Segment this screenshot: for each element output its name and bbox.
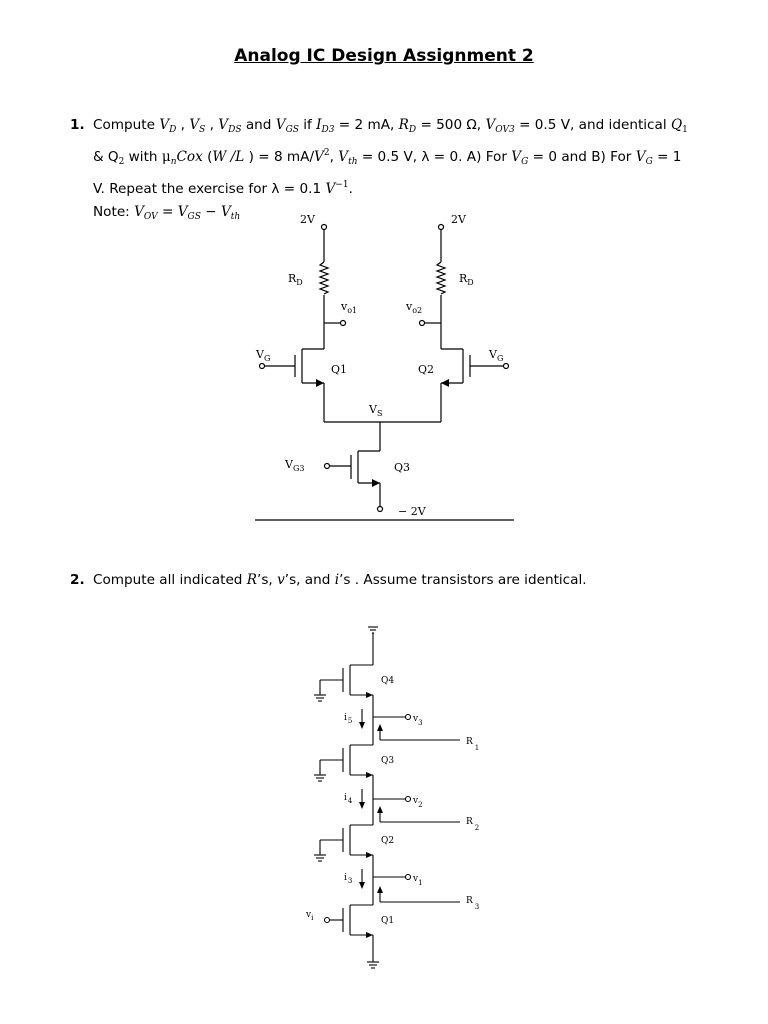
math-sub: GS <box>187 212 201 222</box>
math: v <box>277 572 285 588</box>
input-label <box>305 910 314 922</box>
math: R <box>246 572 258 588</box>
text: ’s, and <box>284 572 335 588</box>
symbol: v <box>413 714 419 724</box>
math: μ <box>161 149 171 165</box>
math: = <box>157 204 178 220</box>
symbol-sub: 1 <box>474 744 480 752</box>
math-sub: th <box>348 157 358 167</box>
text: = 2 mA, <box>334 117 399 133</box>
text: & Q <box>93 149 119 165</box>
symbol-sub: 2 <box>418 801 423 809</box>
text: and <box>241 117 276 133</box>
math: V <box>159 117 170 133</box>
math: V <box>275 117 286 133</box>
symbol: V <box>256 348 264 361</box>
symbol-sub: o2 <box>412 306 423 315</box>
circuit2-labels <box>305 676 479 926</box>
math: V <box>314 149 324 165</box>
text: ) = 8 mA/ <box>244 149 315 165</box>
math-sub: OV <box>143 212 158 222</box>
supply-label: 2V <box>300 213 315 226</box>
transistor-label: Q1 <box>331 363 348 376</box>
node-label <box>412 714 423 727</box>
math: R <box>398 117 409 133</box>
symbol-sub: 3 <box>418 719 423 727</box>
supply-label: − 2V <box>398 505 426 518</box>
current-label <box>344 793 353 805</box>
symbol: i <box>344 713 347 723</box>
text: = 500 Ω, <box>416 117 486 133</box>
text: Compute all indicated <box>93 572 247 588</box>
text: = 0.5 V, λ = 0. A) For <box>357 149 512 165</box>
transistor-label: Q3 <box>381 756 395 766</box>
text: , <box>176 117 190 133</box>
math: V <box>485 117 496 133</box>
math: V <box>218 117 229 133</box>
node-label <box>412 874 423 887</box>
symbol-sub: o1 <box>347 306 358 315</box>
symbol-sub: G3 <box>292 464 305 473</box>
math: V <box>325 181 336 197</box>
symbol: v <box>341 300 348 313</box>
math-sub: D <box>169 125 177 135</box>
text: , <box>329 149 339 165</box>
node-label <box>412 796 423 809</box>
math-sub: S <box>199 125 206 135</box>
transistor-label: Q2 <box>418 363 435 376</box>
math-sub: DS <box>228 125 242 135</box>
symbol: R <box>466 896 473 906</box>
symbol: v <box>413 796 419 806</box>
transistor-label: Q2 <box>381 836 395 846</box>
text: ’s . Assume transistors are identical. <box>339 572 587 588</box>
question-number: 2. <box>70 572 85 588</box>
math-sub: G <box>521 157 529 167</box>
math: V <box>220 204 231 220</box>
supply-label: 2V <box>451 213 466 226</box>
math: Cox <box>176 149 203 165</box>
transistor-label: Q3 <box>394 461 411 474</box>
symbol: R <box>466 817 473 827</box>
math: Q <box>670 117 683 133</box>
symbol: v <box>413 874 419 884</box>
math: V <box>177 204 188 220</box>
math-sub: OV3 <box>495 125 515 135</box>
text: with <box>124 149 162 165</box>
math-sub: GS <box>285 125 299 135</box>
text: Compute <box>93 117 160 133</box>
transistor-label: Q4 <box>381 676 395 686</box>
text: Note: <box>93 204 135 220</box>
symbol: v <box>406 300 413 313</box>
page-title: Analog IC Design Assignment 2 <box>234 46 534 66</box>
text: , <box>205 117 219 133</box>
math-sup: −1 <box>335 180 349 190</box>
math: − <box>200 204 221 220</box>
text: = 1 <box>652 149 682 165</box>
math: V <box>134 204 144 220</box>
math: V <box>511 149 522 165</box>
resistance-label <box>466 896 479 911</box>
math-sub: th <box>230 212 241 222</box>
symbol-sub: 4 <box>347 797 353 805</box>
resistance-label <box>466 737 479 752</box>
symbol: V <box>369 403 377 416</box>
symbol: V <box>489 348 497 361</box>
math-sub: D <box>408 125 417 135</box>
math-sub: 1 <box>682 125 688 135</box>
symbol: R <box>288 272 297 285</box>
math: W /L <box>212 149 245 165</box>
symbol: R <box>466 737 473 747</box>
transistor-label: Q1 <box>381 916 395 926</box>
math: V <box>635 149 646 165</box>
symbol-sub: 1 <box>418 879 423 887</box>
math: I <box>316 117 322 133</box>
math-sub: D3 <box>321 125 335 135</box>
text: if <box>298 117 317 133</box>
math: i <box>334 572 340 588</box>
symbol: R <box>459 272 468 285</box>
math-sub: G <box>645 157 653 167</box>
symbol-sub: 3 <box>474 903 480 911</box>
math: V <box>338 149 349 165</box>
math: V <box>189 117 200 133</box>
text: . <box>348 181 353 197</box>
symbol: V <box>285 458 293 471</box>
symbol-sub: G <box>263 354 271 363</box>
symbol: i <box>344 793 347 803</box>
resistance-label <box>466 817 479 832</box>
symbol: i <box>344 873 347 883</box>
symbol-sub: 5 <box>347 717 353 725</box>
text: ( <box>202 149 213 165</box>
symbol-sub: D <box>467 278 474 287</box>
symbol-sub: i <box>311 914 314 922</box>
question-number: 1. <box>70 117 85 133</box>
symbol-sub: S <box>376 409 383 418</box>
symbol-sub: 2 <box>474 824 480 832</box>
symbol: v <box>306 910 312 920</box>
symbol-sub: G <box>496 354 504 363</box>
symbol-sub: 3 <box>347 877 353 885</box>
text: = 0 and B) For <box>528 149 636 165</box>
text: V. Repeat the exercise for λ = 0.1 <box>93 181 326 197</box>
current-label <box>344 713 352 725</box>
text: = 0.5 V, and identical <box>514 117 671 133</box>
symbol-sub: D <box>296 278 303 287</box>
math-sub: n <box>170 157 177 167</box>
current-label <box>344 873 352 885</box>
math-sup: 2 <box>323 148 330 158</box>
text: ’s, <box>257 572 278 588</box>
math-sub: 2 <box>118 157 125 167</box>
